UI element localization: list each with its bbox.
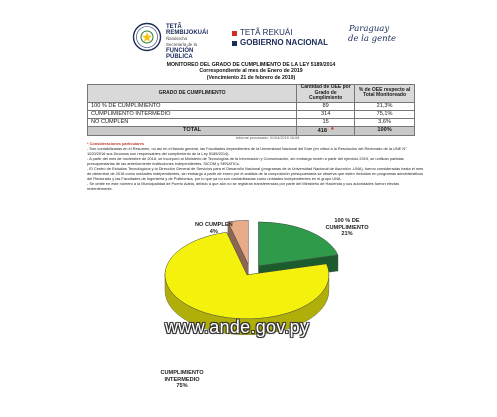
org-line6: PÚBLICA [166,54,193,60]
total-pct: 100% [355,126,415,135]
row-label: CUMPLIMIENTO INTERMEDIO [88,110,297,118]
government-block [232,28,328,48]
note-item: - Son contabilizadas en el Resumen, no así en el listado general, las Facultades dependientes de la Universidad Nacional del Este (en virtud a la Resolución del Rectorado de la UNE N° 1020/2016 sus Decanos son responsables del cumplimiento de la Ley 5189/2014). [87,146,407,156]
label-intermedio-name: CUMPLIMIENTO INTERMEDIO [160,370,204,383]
org-line5: FUNCIÓN [166,48,194,54]
page-header [0,0,497,62]
row-pct: 3,6% [355,118,415,126]
label-no-cumplen-name: NO CUMPLEN [195,222,233,228]
report-title [87,62,415,84]
title-line3: (Vencimiento 21 de febrero de 2019) [206,74,296,81]
label-no-cumplen [195,222,233,235]
note-item: - El Centro de Estudios Tecnológicos y la Dirección General de Servicios para el Desarrollo Nacional (programas de la Universidad Nacional de Asunción -UNA), fueron consideradas hasta el mes de diciembre de 2018 como unidades independientes, sin embargo a partir de enero por el análisis de la composición presupuestaria se observa que estén incluidos en programas administrativos del Rectorado y las Facultades de Ingeniería y de Politécnica, por lo que ya no son contabilizadas como unidades independientes en el grupo UNA. [87,166,424,181]
org-line3: Ñandeicha [166,36,187,41]
notes-section [87,142,425,192]
label-100-cumplimiento [322,218,372,238]
label-intermedio [152,370,212,390]
blue-square-icon [232,41,237,46]
notes-title: * Consideraciones particulares [87,141,145,146]
label-100-name: 100 % DE CUMPLIMIENTO [325,218,369,231]
row-label: NO CUMPLEN [88,118,297,126]
gov-line2: GOBIERNO NACIONAL [240,38,328,47]
org-line1: TETÃ [166,24,182,30]
title-line2: Correspondiente al mes de Enero de 2019 [199,68,303,75]
table-row [88,118,415,126]
header-porcentaje: % de OEE respecto al Total Monitoreado [355,85,415,103]
slogan [342,24,396,44]
total-star: * [330,126,334,134]
total-count: 418 [317,127,327,134]
header-grado: GRADO DE CUMPLIMIENTO [88,85,297,103]
org-line4: Secretaría de la [166,42,197,47]
note-item: - A partir del mes de noviembre de 2018, se incorporó al Ministerio de Tecnologías de la Información y Comunicación, sin embargo recién a partir del ejercicio 2019, se unifican partidas presupuestarias de las anteriormente instituciones independientes, SICOM y SENATICs. [87,156,404,166]
table-row [88,102,415,110]
title-line1: MONITOREO DEL GRADO DE CUMPLIMIENTO DE LA LEY 5189/2014 [166,62,336,68]
slogan-line2: de la gente [348,34,397,44]
table-row [88,110,415,118]
watermark-text: www.ande.gov.py [165,317,310,337]
national-seal-icon [132,22,162,52]
label-intermedio-value: 75% [176,383,188,390]
row-count: 314 [297,110,355,118]
row-pct: 21,3% [355,102,415,110]
org-name-block [166,24,208,60]
row-count: 15 [297,118,355,126]
processed-date: Informe procesado: 01/04/2019 16:08 [236,136,300,140]
gov-line1: TETÃ REKUÁI [240,28,293,37]
total-label: TOTAL [88,126,297,135]
row-pct: 75,1% [355,110,415,118]
compliance-table [87,84,415,136]
total-row [88,126,415,135]
red-square-icon [232,31,237,36]
row-label: 100 % DE CUMPLIMIENTO [88,102,297,110]
label-100-value: 21% [341,231,353,238]
note-item: - Se omite en este número a la Municipalidad de Puerto Adela, debido a que aún no se registran transferencias por parte del Ministerio de Hacienda y sus autoridades fueron electas recientemente. [87,181,400,191]
org-line2: REMBIJOKUÁI [166,30,209,36]
total-count-cell [297,126,355,135]
slogan-line1: Paraguay [348,24,390,34]
row-count: 89 [297,102,355,110]
table-header-row [88,85,415,103]
header-cantidad: Cantidad de OEE por Grado de Cumplimiento [297,85,355,103]
pie-chart [0,186,497,417]
label-no-cumplen-value: 4% [209,228,218,235]
